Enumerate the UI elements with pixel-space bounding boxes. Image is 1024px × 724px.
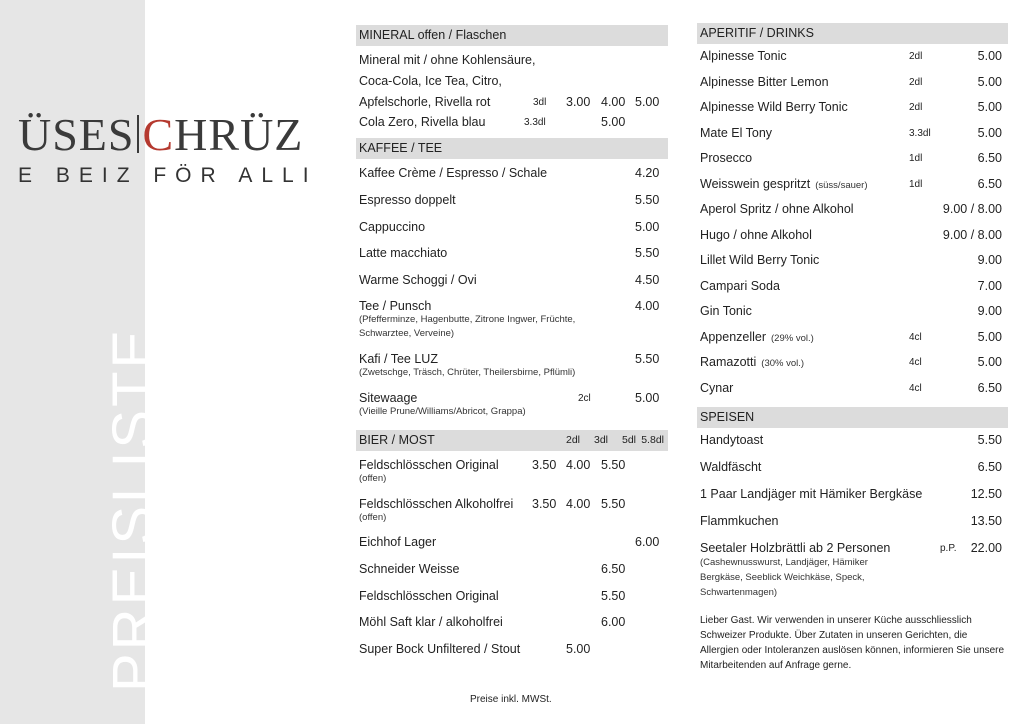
item-price: 9.00 / 8.00 bbox=[942, 227, 1002, 242]
item-description: (offen) bbox=[359, 512, 387, 523]
item-price: 5.50 bbox=[601, 589, 626, 603]
item-price: 3.50 bbox=[532, 458, 557, 472]
item-name: Prosecco bbox=[700, 151, 753, 165]
item-description: (Vieille Prune/Williams/Abricot, Grappa) bbox=[359, 406, 526, 417]
item-price: 6.50 bbox=[977, 151, 1002, 165]
item-price: 6.00 bbox=[601, 615, 626, 629]
item-name: Alpinesse Tonic bbox=[700, 49, 787, 63]
menu-item bbox=[356, 74, 668, 95]
footer-note: Preise inkl. MWSt. bbox=[470, 694, 552, 705]
menu-item bbox=[697, 202, 1008, 228]
item-price: 4.20 bbox=[635, 166, 660, 180]
item-price: 5.50 bbox=[635, 352, 660, 366]
menu-item bbox=[356, 589, 668, 615]
size-label: 2dl bbox=[565, 434, 580, 446]
section-header-bier bbox=[356, 430, 668, 451]
right-column bbox=[697, 23, 1008, 673]
item-name: Eichhof Lager bbox=[359, 535, 437, 549]
item-name: Mate El Tony bbox=[700, 125, 773, 140]
section-header-speisen: SPEISEN bbox=[697, 407, 1008, 428]
item-name: 1 Paar Landjäger mit Hämiker Bergkäse bbox=[700, 487, 923, 501]
menu-item bbox=[356, 535, 668, 562]
item-price: 5.00 bbox=[635, 95, 660, 109]
item-name: Tee / Punsch bbox=[359, 299, 432, 313]
item-price: 5.50 bbox=[635, 246, 660, 260]
menu-item bbox=[697, 151, 1008, 177]
item-price: 7.00 bbox=[977, 278, 1002, 293]
menu-item bbox=[356, 299, 668, 352]
item-description: (Cashewnusswurst, Landjäger, Hämiker Bergkäse, Seeblick Weichkäse, Speck, Schwartenmagen) bbox=[700, 557, 868, 598]
size-label: 5.8dl bbox=[641, 434, 664, 446]
menu-item bbox=[356, 53, 668, 74]
menu-item bbox=[356, 615, 668, 642]
item-price: 5.00 bbox=[635, 220, 660, 234]
item-price: 5.50 bbox=[635, 193, 660, 207]
item-price: 5.00 bbox=[601, 115, 626, 129]
item-price: 4.50 bbox=[635, 273, 660, 287]
menu-item bbox=[356, 562, 668, 589]
item-name: Kafi / Tee LUZ bbox=[359, 352, 438, 366]
item-price: 3.00 bbox=[566, 95, 591, 109]
item-name: Feldschlösschen Original bbox=[359, 458, 499, 472]
item-name: Cappuccino bbox=[359, 220, 426, 234]
menu-item bbox=[697, 126, 1008, 152]
menu-item bbox=[697, 304, 1008, 330]
item-price: 22.00 bbox=[970, 541, 1002, 555]
menu-item bbox=[697, 100, 1008, 126]
item-name: Super Bock Unfiltered / Stout bbox=[359, 642, 521, 656]
item-name: Cynar bbox=[700, 380, 734, 395]
aperitif-list bbox=[697, 49, 1008, 406]
menu-item bbox=[356, 352, 668, 391]
item-price: 13.50 bbox=[970, 514, 1002, 528]
item-name: Hugo / ohne Alkohol bbox=[700, 227, 812, 242]
item-name: Campari Soda bbox=[700, 278, 780, 293]
item-unit: 4cl bbox=[909, 357, 922, 368]
menu-item bbox=[697, 49, 1008, 75]
item-unit: 2dl bbox=[909, 51, 923, 62]
item-name: Latte macchiato bbox=[359, 246, 448, 260]
item-price: 6.50 bbox=[977, 380, 1002, 395]
brand-word1: ÜSES bbox=[18, 109, 135, 160]
item-price: 9.00 bbox=[977, 304, 1002, 318]
item-name: Flammkuchen bbox=[700, 514, 779, 528]
item-price: 9.00 / 8.00 bbox=[942, 202, 1002, 216]
menu-item bbox=[697, 514, 1008, 541]
item-price: 4.00 bbox=[601, 95, 626, 109]
size-label: 5dl bbox=[621, 434, 636, 446]
menu-item bbox=[697, 75, 1008, 101]
allergy-note: Lieber Gast. Wir verwenden in unserer Küche ausschliesslich Schweizer Produkte. Über Zutaten in unseren Gerichten, die Allergien oder Intoleranzen auslösen können, informieren Sie unsere Mitarbeitenden auf Anfrage gerne. bbox=[700, 615, 1005, 671]
menu-item bbox=[697, 279, 1008, 305]
menu-item bbox=[356, 193, 668, 220]
item-price: 4.00 bbox=[635, 299, 660, 313]
item-unit: 1dl bbox=[909, 153, 923, 164]
item-unit: 1dl bbox=[909, 178, 923, 190]
brand-logo bbox=[18, 109, 304, 160]
item-price: 5.00 bbox=[977, 49, 1002, 63]
item-description: (süss/sauer) bbox=[815, 179, 868, 191]
item-price: 5.00 bbox=[977, 329, 1002, 344]
item-name: Espresso doppelt bbox=[359, 193, 456, 207]
logo-panel bbox=[0, 0, 318, 724]
item-name: Feldschlösschen Original bbox=[359, 589, 499, 603]
item-name: Alpinesse Bitter Lemon bbox=[700, 74, 829, 89]
item-unit: 2dl bbox=[909, 102, 923, 113]
item-name: Sitewaage bbox=[359, 391, 418, 405]
item-price: 12.50 bbox=[970, 487, 1002, 501]
item-price: 5.00 bbox=[977, 125, 1002, 140]
section-title: BIER / MOST bbox=[359, 433, 435, 447]
brand-tagline: E BEIZ FÖR ALLI bbox=[18, 164, 318, 187]
menu-item bbox=[356, 458, 668, 497]
item-price: 6.50 bbox=[601, 562, 626, 576]
item-description: (Pfefferminze, Hagenbutte, Zitrone Ingwer, Früchte, Schwarztee, Verveine) bbox=[359, 314, 576, 339]
menu-item bbox=[356, 246, 668, 273]
item-description: (29% vol.) bbox=[771, 332, 814, 344]
item-description: (30% vol.) bbox=[761, 358, 805, 369]
menu-item bbox=[697, 487, 1008, 514]
menu-item bbox=[697, 381, 1008, 407]
item-unit: 4cl bbox=[909, 331, 922, 343]
item-unit: p.P. bbox=[940, 543, 957, 554]
section-header-mineral: MINERAL offen / Flaschen bbox=[356, 25, 668, 46]
item-name: Weisswein gespritzt bbox=[700, 176, 811, 191]
side-title: PREISLISTE bbox=[101, 326, 166, 692]
item-price: 5.00 bbox=[566, 642, 591, 656]
item-price: 4.00 bbox=[566, 458, 591, 472]
item-description: (offen) bbox=[359, 473, 387, 484]
menu-item bbox=[697, 253, 1008, 279]
logo-divider bbox=[137, 115, 139, 153]
menu-item bbox=[697, 541, 1008, 603]
item-price: 5.50 bbox=[601, 497, 626, 511]
item-unit: 2cl bbox=[578, 393, 591, 404]
menu-item bbox=[697, 330, 1008, 356]
menu-item bbox=[356, 391, 668, 430]
item-name: Aperol Spritz / ohne Alkohol bbox=[700, 202, 854, 216]
menu-item bbox=[356, 273, 668, 299]
menu-item bbox=[356, 497, 668, 535]
item-price: 6.00 bbox=[635, 535, 660, 549]
item-name: Coca-Cola, Ice Tea, Citro, bbox=[359, 74, 502, 88]
menu-item bbox=[356, 642, 668, 668]
item-name: Ramazotti bbox=[700, 355, 757, 369]
item-price: 4.00 bbox=[566, 497, 591, 511]
menu-item bbox=[356, 115, 668, 136]
item-name: Gin Tonic bbox=[700, 304, 752, 318]
item-name: Mineral mit / ohne Kohlensäure, bbox=[359, 53, 536, 67]
section-header-kaffee: KAFFEE / TEE bbox=[356, 138, 668, 159]
size-label: 3dl bbox=[593, 434, 608, 446]
menu-item bbox=[356, 166, 668, 193]
item-unit: 3.3dl bbox=[909, 127, 931, 139]
left-column bbox=[356, 25, 668, 668]
item-unit: 2dl bbox=[909, 76, 923, 88]
item-price: 5.50 bbox=[977, 433, 1002, 447]
item-name: Warme Schoggi / Ovi bbox=[359, 273, 477, 287]
item-name: Appenzeller bbox=[700, 329, 767, 344]
item-price: 5.00 bbox=[635, 391, 660, 405]
item-name: Feldschlösschen Alkoholfrei bbox=[359, 497, 514, 511]
section-header-aperitif: APERITIF / DRINKS bbox=[697, 23, 1008, 44]
menu-item bbox=[697, 228, 1008, 254]
item-price: 3.50 bbox=[532, 497, 557, 511]
item-name: Möhl Saft klar / alkoholfrei bbox=[359, 615, 503, 629]
item-name: Cola Zero, Rivella blau bbox=[359, 115, 486, 129]
menu-item bbox=[697, 355, 1008, 381]
speisen-list bbox=[697, 433, 1008, 603]
item-unit: 3dl bbox=[533, 97, 547, 108]
item-name: Kaffee Crème / Espresso / Schale bbox=[359, 166, 548, 180]
menu-item bbox=[356, 95, 668, 115]
item-name: Apfelschorle, Rivella rot bbox=[359, 95, 491, 109]
brand-word2-initial: C bbox=[142, 109, 175, 160]
item-price: 5.00 bbox=[977, 100, 1002, 114]
menu-item bbox=[697, 177, 1008, 203]
item-name: Handytoast bbox=[700, 433, 764, 447]
item-price: 5.00 bbox=[977, 355, 1002, 369]
brand-word2-rest: HRÜZ bbox=[174, 109, 304, 160]
item-name: Lillet Wild Berry Tonic bbox=[700, 253, 820, 267]
menu-item bbox=[356, 220, 668, 246]
size-columns bbox=[552, 430, 664, 451]
item-name: Waldfäscht bbox=[700, 460, 762, 474]
item-price: 6.50 bbox=[977, 176, 1002, 191]
menu-item bbox=[697, 460, 1008, 487]
item-name: Schneider Weisse bbox=[359, 562, 460, 576]
item-price: 6.50 bbox=[977, 460, 1002, 474]
item-name: Seetaler Holzbrättli ab 2 Personen bbox=[700, 541, 891, 555]
item-description: (Zwetschge, Träsch, Chrüter, Theilersbirne, Pflümli) bbox=[359, 367, 576, 378]
item-name: Alpinesse Wild Berry Tonic bbox=[700, 100, 848, 114]
item-price: 5.00 bbox=[977, 74, 1002, 89]
menu-item bbox=[697, 433, 1008, 460]
item-price: 9.00 bbox=[977, 253, 1002, 267]
item-unit: 4cl bbox=[909, 382, 922, 394]
item-price: 5.50 bbox=[601, 458, 626, 472]
item-unit: 3.3dl bbox=[524, 117, 546, 128]
